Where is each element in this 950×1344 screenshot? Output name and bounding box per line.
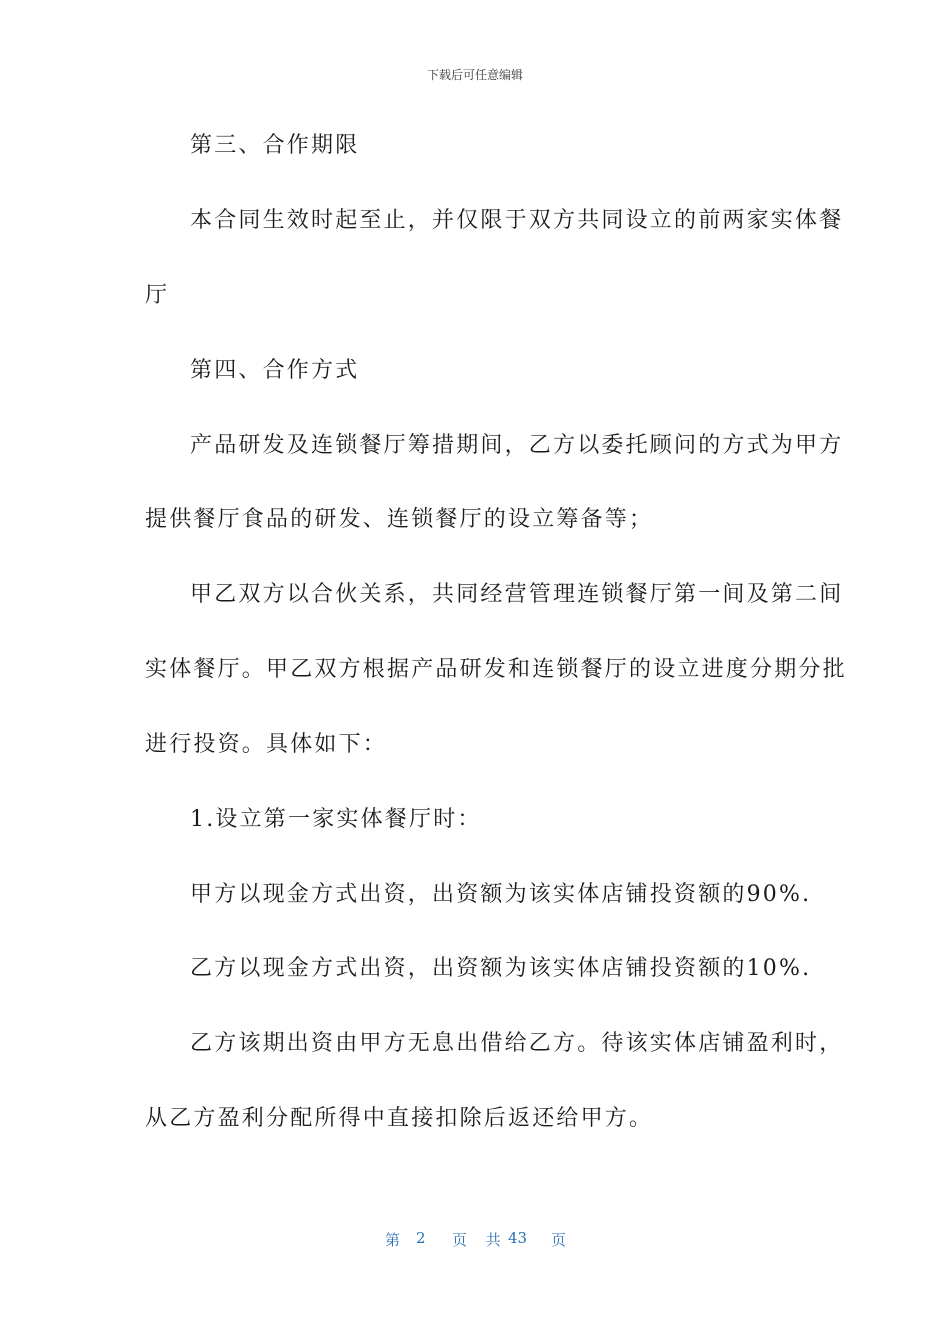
section-heading-method: 第四、合作方式 [190,358,360,383]
footer-suffix: 页 [551,1231,567,1249]
paragraph-line: 厅 [145,283,170,308]
paragraph-line: 提供餐厅食品的研发、连锁餐厅的设立筹备等； [145,507,654,532]
footer-prefix: 第 [385,1231,401,1249]
paragraph-line: 实体餐厅。甲乙双方根据产品研发和连锁餐厅的设立进度分期分批 [145,657,847,682]
total-page-count: 43 [508,1229,528,1247]
paragraph-line: 乙方以现金方式出资，出资额为该实体店铺投资额的10%. [190,956,812,981]
page-footer [0,1229,950,1251]
page-header: 下载后可任意编辑 [426,68,523,82]
paragraph-line: 从乙方盈利分配所得中直接扣除后返还给甲方。 [145,1106,654,1131]
paragraph-line: 甲乙双方以合伙关系，共同经营管理连锁餐厅第一间及第二间 [190,582,844,607]
section-heading-term: 第三、合作期限 [190,133,360,158]
paragraph-line: 进行投资。具体如下： [145,732,388,757]
paragraph-line: 产品研发及连锁餐厅筹措期间，乙方以委托顾问的方式为甲方 [190,433,844,458]
paragraph-line: 本合同生效时起至止，并仅限于双方共同设立的前两家实体餐 [190,208,844,233]
list-item-heading: 1.设立第一家实体餐厅时： [190,807,482,832]
footer-middle: 页 共 [452,1231,508,1249]
paragraph-line: 乙方该期出资由甲方无息出借给乙方。待该实体店铺盈利时， [190,1031,844,1056]
current-page-number: 2 [416,1229,426,1247]
paragraph-line: 甲方以现金方式出资，出资额为该实体店铺投资额的90%. [190,882,812,907]
